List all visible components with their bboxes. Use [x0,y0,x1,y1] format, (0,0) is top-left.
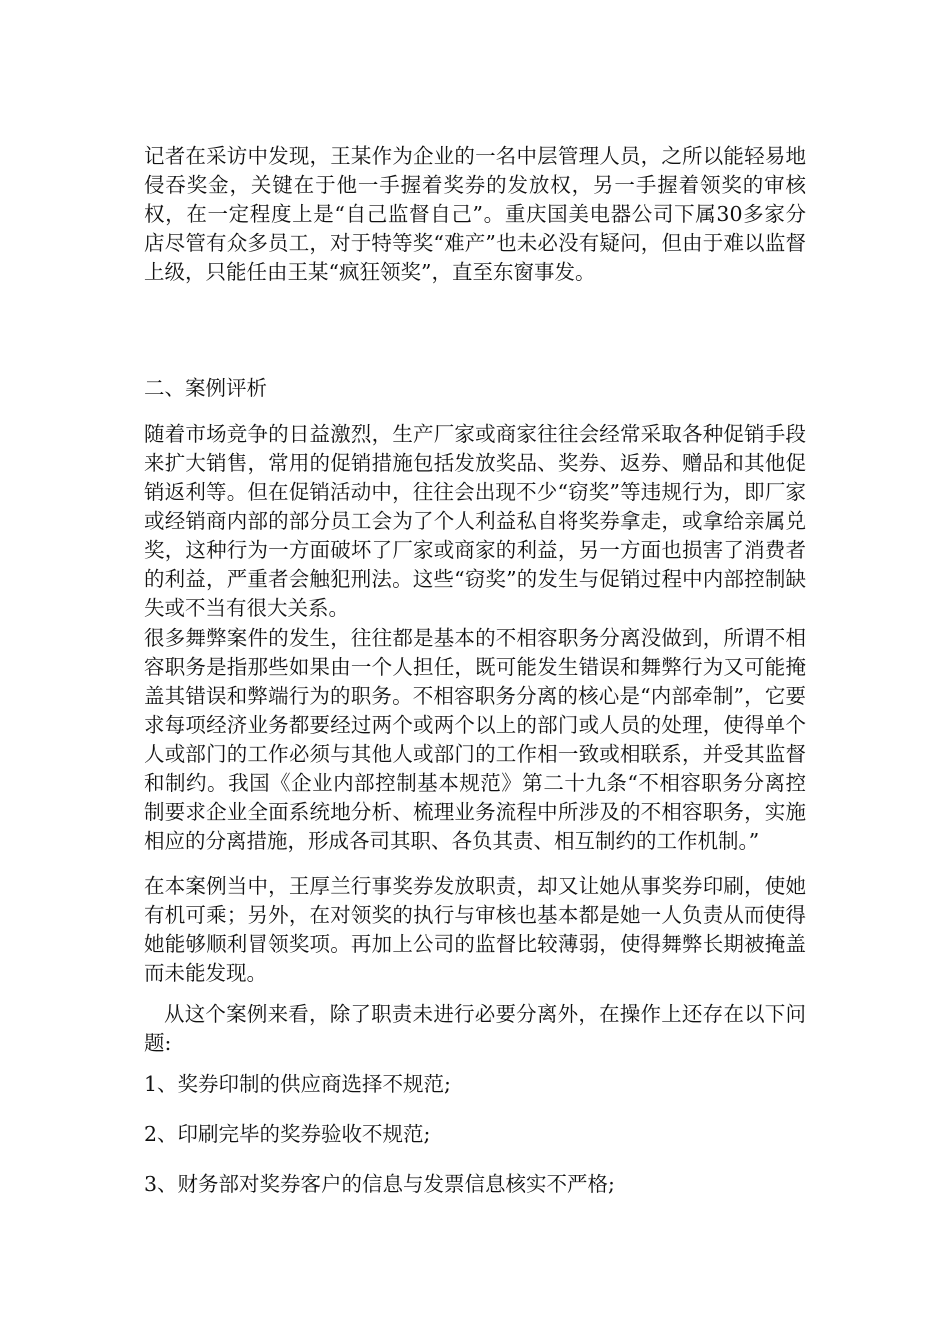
list-item: 1、奖券印制的供应商选择不规范; [144,1072,451,1096]
intro-paragraph: 记者在采访中发现，王某作为企业的一名中层管理人员，之所以能轻易地侵吞奖金，关键在于他一手握着奖券的发放权，另一手握着领奖的审核权，在一定程度上是“自己监督自己”。重庆国美电器公司下属30多家分店尽管有众多员工，对于特等奖“难产”也未必没有疑问，但由于难以监督上级，只能任由王某“疯狂领奖”，直至东窗事发。 [144,144,806,284]
analysis-paragraph-2: 很多舞弊案件的发生，往往都是基本的不相容职务分离没做到，所谓不相容职务是指那些如果由一个人担任，既可能发生错误和舞弊行为又可能掩盖其错误和弊端行为的职务。不相容职务分离的核心是“内部牵制”，它要求每项经济业务都要经过两个或两个以上的部门或人员的处理，使得单个人或部门的工作必须与其他人或部门的工作相一致或相联系，并受其监督和制约。我国《企业内部控制基本规范》第二十九条“不相容职务分离控制要求企业全面系统地分析、梳理业务流程中所涉及的不相容职务，实施相应的分离措施，形成各司其职、各负其责、相互制约的工作机制。” [144,626,806,853]
analysis-paragraph-1: 随着市场竞争的日益激烈，生产厂家或商家往往会经常采取各种促销手段来扩大销售，常用的促销措施包括发放奖品、奖券、返券、赠品和其他促销返利等。但在促销活动中，往往会出现不少“窃奖”等违规行为，即厂家或经销商内部的部分员工会为了个人利益私自将奖券拿走，或拿给亲属兑奖，这种行为一方面破坏了厂家或商家的利益，另一方面也损害了消费者的利益，严重者会触犯刑法。这些“窃奖”的发生与促销过程中内部控制缺失或不当有很大关系。 [144,422,806,620]
list-item: 3、财务部对奖券客户的信息与发票信息核实不严格; [144,1172,615,1196]
analysis-paragraph-4: 从这个案例来看，除了职责未进行必要分离外，在操作上还存在以下问题: [144,1002,806,1055]
analysis-paragraph-3: 在本案例当中，王厚兰行事奖券发放职责，却又让她从事奖券印刷，使她有机可乘；另外，在对领奖的执行与审核也基本都是她一人负责从而使得她能够顺利冒领奖项。再加上公司的监督比较薄弱，使得舞弊长期被掩盖而未能发现。 [144,874,806,985]
section-heading: 二、案例评析 [144,376,267,400]
list-item: 2、印刷完毕的奖券验收不规范; [144,1122,431,1146]
